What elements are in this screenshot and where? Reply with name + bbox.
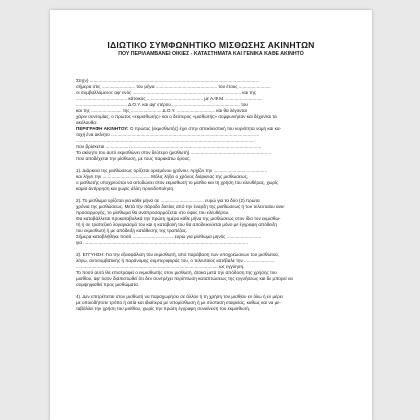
contract-line: με οποιοδήποτε τρόπο ή αιτία και ιδιαίτερα με υπομίσθωση ή με σύσταση εταιρείας, καθώς και να με- bbox=[76, 300, 281, 305]
contract-line: που αποδέχεται την μίσθωση, με τους παρακάτω όρους: bbox=[76, 156, 191, 161]
contract-body bbox=[76, 78, 358, 312]
contract-sheet bbox=[50, 10, 372, 420]
contract-line: τή ή σε τραπεζικό λογαριασμό του και η καταβολή του θα αποδεικνύεται μόνο με έγγραφη απόδειξη bbox=[76, 222, 277, 227]
contract-line: τοχή ένα ακίνητο .................................................................................................................... bbox=[76, 132, 260, 137]
contract-line: 1). Διάρκεια της μισθώσεως ορίζεται ορισμένου χρόνου. Αρχίζει την .......................................... bbox=[76, 168, 268, 173]
contract-line: σήμερα στις .......................... του μήνα ................................................ του έτους ......................... bbox=[76, 84, 271, 89]
contract-line: και λήγει την ..................................... Μόλις λήξει ο χρόνος διάρκειας της μισθώσεως, bbox=[76, 174, 249, 179]
document-subtitle: ΠΟΥ ΠΕΡΙΛΑΜΒΑΝΕΙ ΟΙΚΙΕΣ - ΚΑΤΑΣΤΗΜΑΤΑ ΚΑΙ ΓΕΝΙΚΑ ΚΑΘΕ ΑΚΙΝΗΤΟ bbox=[118, 51, 304, 57]
contract-line: προσαρμογής, το μίσθωμα θα αναπροσαρμόζεται στο ύψος του ελευθέρου. bbox=[76, 210, 230, 215]
contract-line: ........................................ κάτοικος ............................................ με Α.Φ.Μ. ............................. bbox=[76, 96, 263, 101]
contract-line: που βρίσκεται .......................................................................................................................... bbox=[76, 144, 262, 149]
contract-line: οι συμβαλλόμενοι: αφ' ενός ..................................................................................... και της bbox=[76, 90, 257, 95]
contract-line: και της ........................ της ........................ Δ.Ο.Υ. .............................. και θα λέγονται bbox=[76, 108, 247, 113]
contract-line: για ................................................................................................................................. bbox=[76, 240, 248, 245]
contract-line: του εκμισθωτή ή με απόδειξη κατάθεσης της τραπέζας. bbox=[76, 228, 188, 233]
contract-line: μισθίου, αφ' όσον διαπιστωθεί ότι δεν συντρέχει περίπτωση καταπτώσεως της εγγυήσεως και δε μπορεί να bbox=[76, 276, 293, 281]
contract-line: Θα καταβάλλεται προκαταβολικά την πρώτη ημέρα κάθε μήνα της μισθώσεως στον ίδιο τον εκμισθω- bbox=[76, 216, 281, 221]
contract-line: ο μισθωτής υποχρεούται να αποδώσει στον εκμισθωτή το μίσθιο και τη χρήση του ελευθέρας, χωρίς bbox=[76, 180, 279, 185]
section-text: Ο πρώτος (εκμισθωτής) έχει στην αποκλειστική του κυριότητα νομή και κα- bbox=[128, 126, 282, 131]
section-heading: ΠΕΡΙΓΡΑΦΗ ΑΚΙΝΗΤΟΥ: bbox=[76, 126, 129, 131]
contract-line: 3). ΕΓΓΥΗΣΗ: Για την εξασφάλιση του εκμισθωτή, από παράβαση των υποχρεώσεων του μισθωτού, bbox=[76, 252, 280, 257]
contract-line: ταβάλλει την χρήση του μισθίου, χωρίς την πρώτη έγγραφη συναίνεση του εκμισθωτή. bbox=[76, 306, 251, 311]
contract-line: ............................................................................................................................................ bbox=[76, 138, 255, 143]
contract-line: 4). Δεν επιτρέπεται στον μισθωτή να παραχωρήσει σε άλλον ή τη χρήση του μισθίου εν όλω ή εν μέρει bbox=[76, 294, 283, 299]
contract-line: χρόνια της μισθώσεως. Μετά την πάροδο διετίας από την έναρξη της μισθώσεως ή του τελευταίου ανα- bbox=[76, 204, 286, 209]
contract-line: ........................................ Δ.Ο.Υ. και αφ' ετέρου ..................................................... του bbox=[76, 102, 248, 107]
contract-line: Σήμερα καταβλήθηκε ποσό ................................ ευρώ για μίσθωμα μηνός ........................... bbox=[76, 234, 262, 239]
contract-line: καμία αντίρρηση και χωρίς άλλη προειδοποίηση. bbox=[76, 186, 175, 191]
contract-line: Στη(ν) ..................................................................................................................................... bbox=[76, 78, 260, 83]
contract-line: ακόλουθα: bbox=[76, 120, 98, 125]
contract-line: Το ακίνητο του αυτό εκμισθώνει στον δεύτερο (μισθωτή) ............................................................... bbox=[76, 150, 271, 155]
contract-line: ............................................................................................................... ως εγγύηση. bbox=[76, 264, 245, 269]
contract-line: 2). Το μίσθωμα ορίζεται για κάθε μήνα σε .................................. ευρώ για τα δύο (2) πρώτα bbox=[76, 198, 260, 203]
contract-line: χάριν συντομίας, ο πρώτος «εκμισθωτής» και ο δεύτερος «μισθωτής» συμφωνήσαν και δέχονται τα bbox=[76, 114, 277, 119]
document-title: ΙΔΙΩΤΙΚΟ ΣΥΜΦΩΝΗΤΙΚΟ ΜΙΣΘΩΣΗΣ ΑΚΙΝΗΤΩΝ bbox=[107, 40, 315, 50]
contract-line: λόγω, αντισυμβατικής ή παράνομης συμπεριφοράς του, ο τελευταίος κατέβαλε την ........................ bbox=[76, 258, 275, 263]
contract-line: συμψηφισθεί προς μισθώματα. bbox=[76, 282, 140, 287]
contract-line: Το ποσό αυτό θα επιστραφεί ο εκμισθωτής στον μισθωτή, άτοκα μετά την απόδοση της χρήσης του bbox=[76, 270, 277, 275]
